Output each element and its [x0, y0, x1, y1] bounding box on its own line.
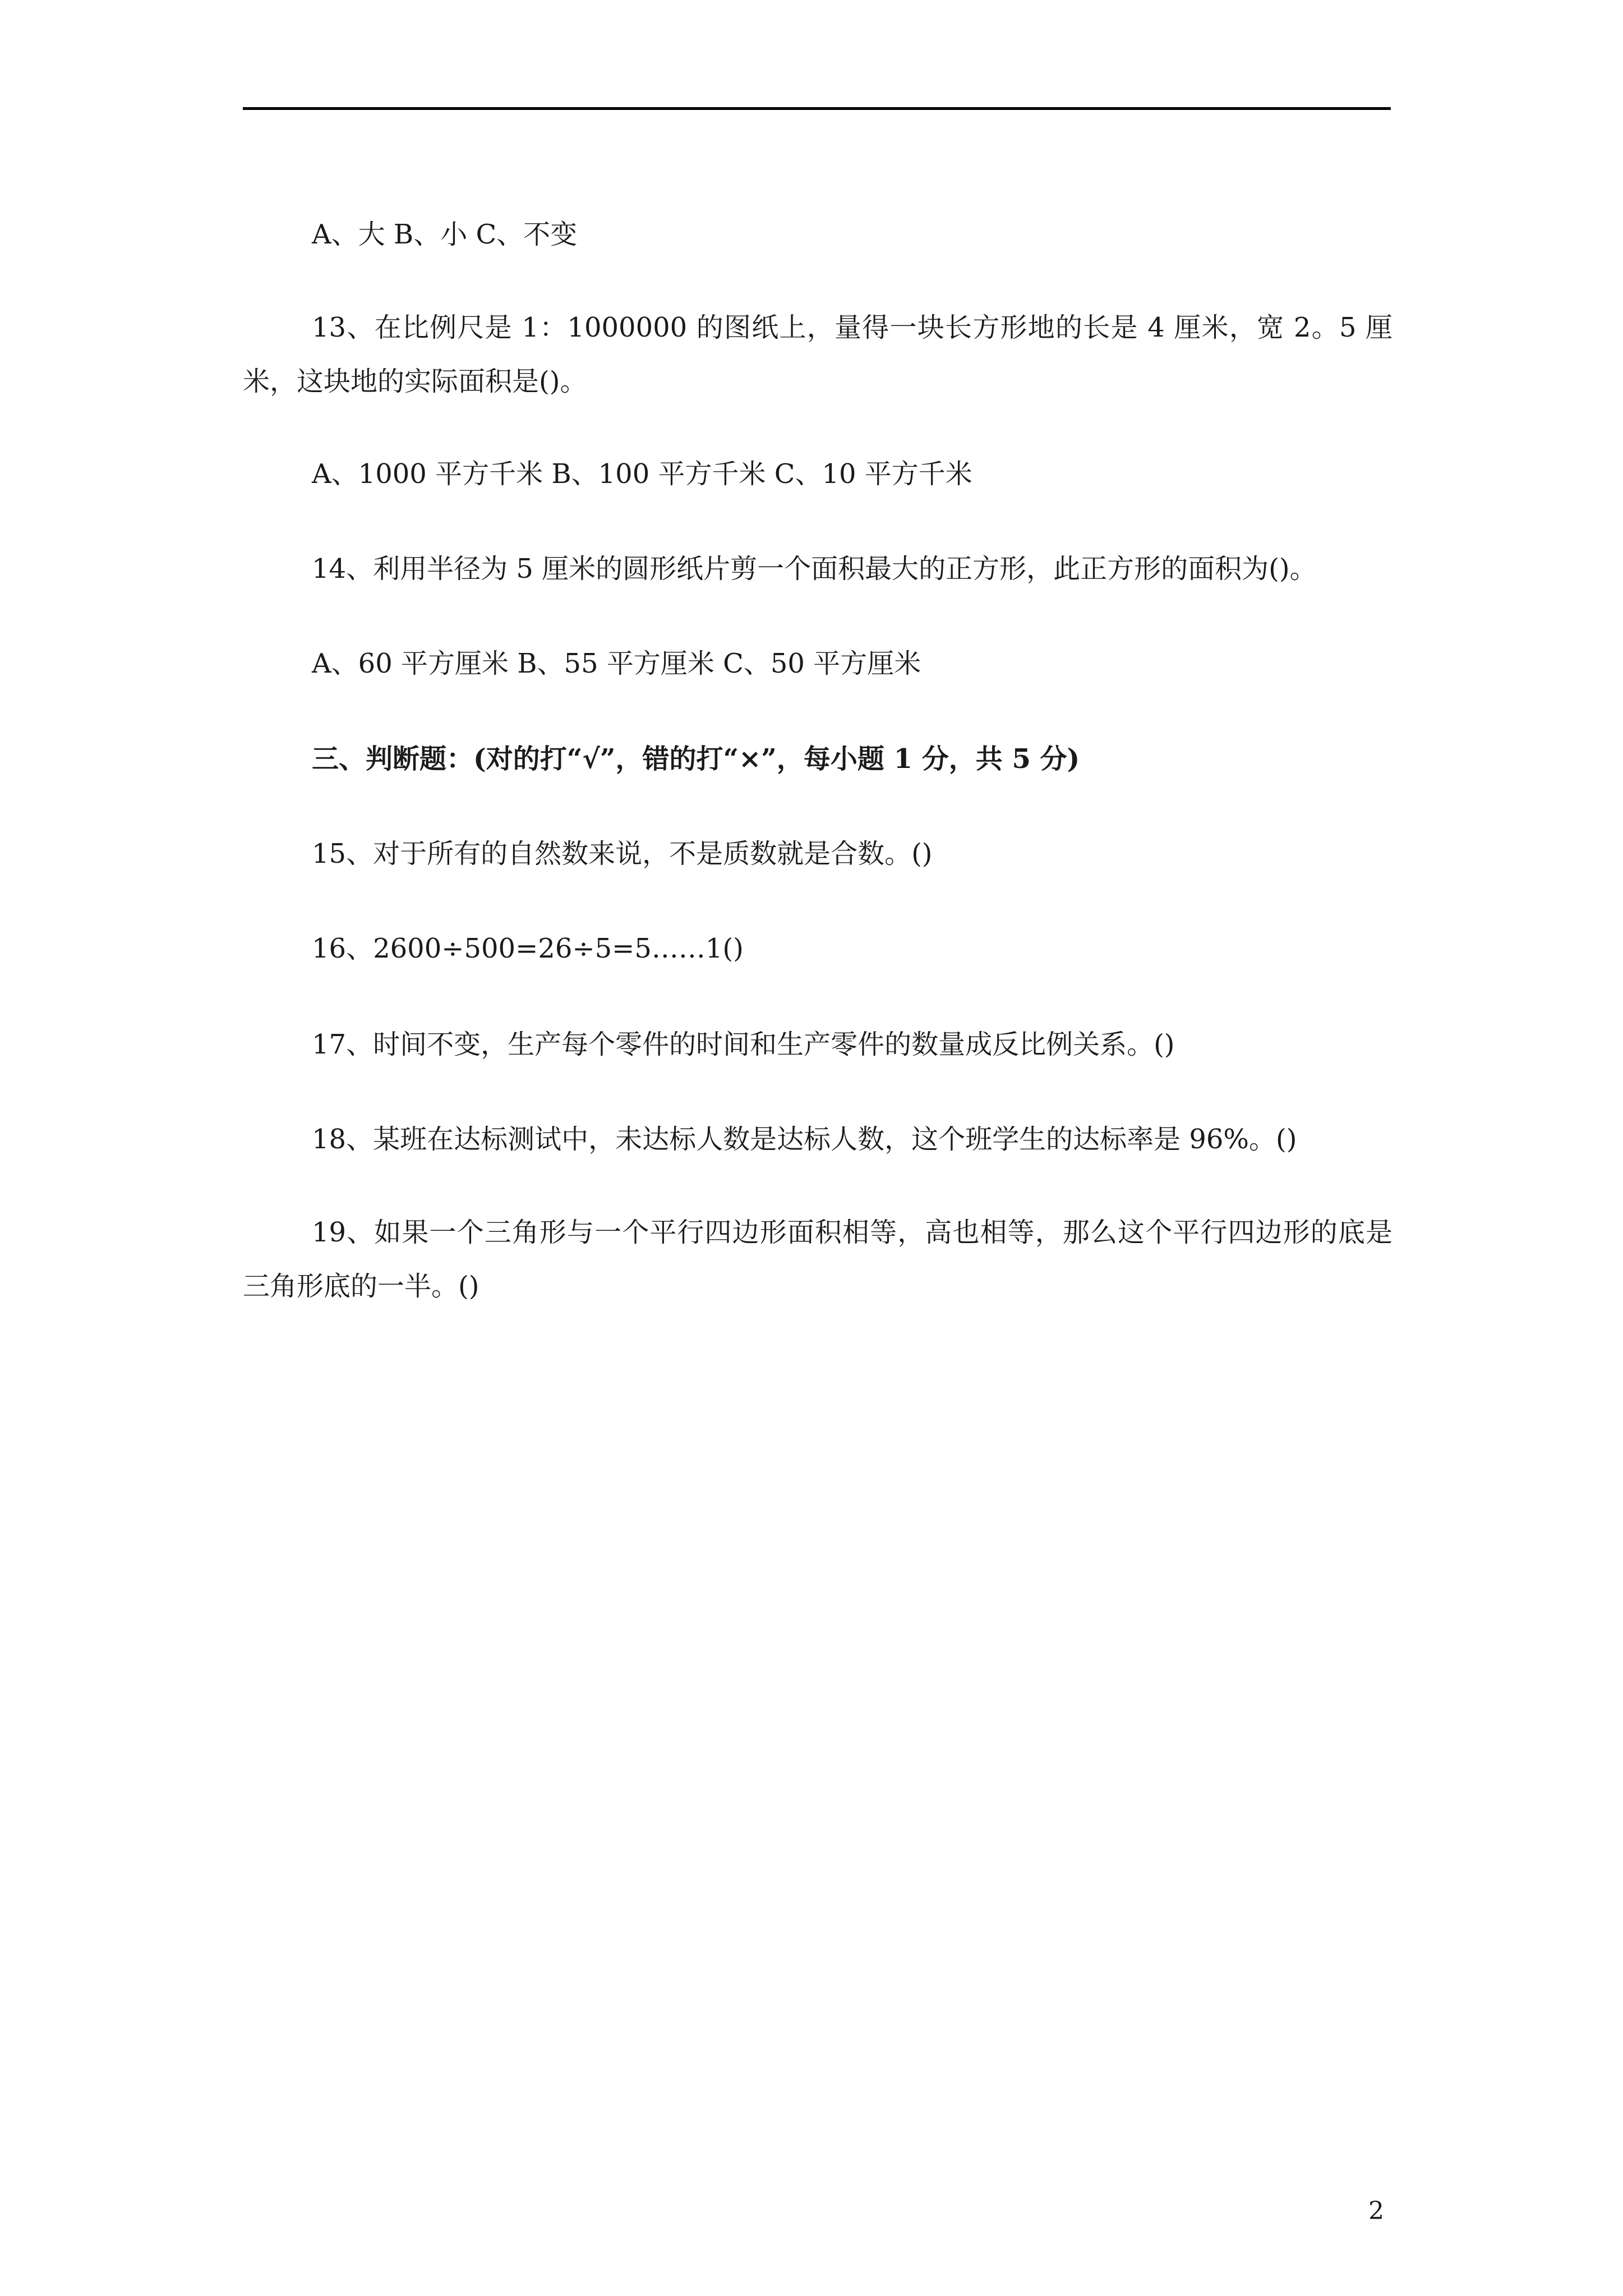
section-heading-true-false: 三、判断题：(对的打“√”，错的打“×”，每小题 1 分，共 5 分): [312, 743, 1080, 775]
q16-text: 16、2600÷500=26÷5=5……1(): [312, 933, 744, 964]
q14-text: 14、利用半径为 5 厘米的圆形纸片剪一个面积最大的正方形，此正方形的面积为()。: [312, 553, 1317, 585]
page-number: 2: [1368, 2197, 1384, 2225]
header-rule: [243, 107, 1391, 110]
q17-text: 17、时间不变，生产每个零件的时间和生产零件的数量成反比例关系。(): [312, 1029, 1175, 1060]
q12-options: A、大 B、小 C、不变: [312, 219, 578, 250]
q13-options: A、1000 平方千米 B、100 平方千米 C、10 平方千米: [312, 458, 972, 490]
q13-text: 13、在比例尺是 1：1000000 的图纸上，量得一块长方形地的长是 4 厘米，宽 2。5 厘米，这块地的实际面积是()。: [243, 312, 1393, 397]
q14-options: A、60 平方厘米 B、55 平方厘米 C、50 平方厘米: [312, 648, 921, 679]
q15-text: 15、对于所有的自然数来说，不是质数就是合数。(): [312, 838, 933, 869]
q19-text: 19、如果一个三角形与一个平行四边形面积相等，高也相等，那么这个平行四边形的底是三角形底的一半。(): [243, 1217, 1393, 1302]
q18-text: 18、某班在达标测试中，未达标人数是达标人数，这个班学生的达标率是 96%。(): [312, 1124, 1297, 1155]
